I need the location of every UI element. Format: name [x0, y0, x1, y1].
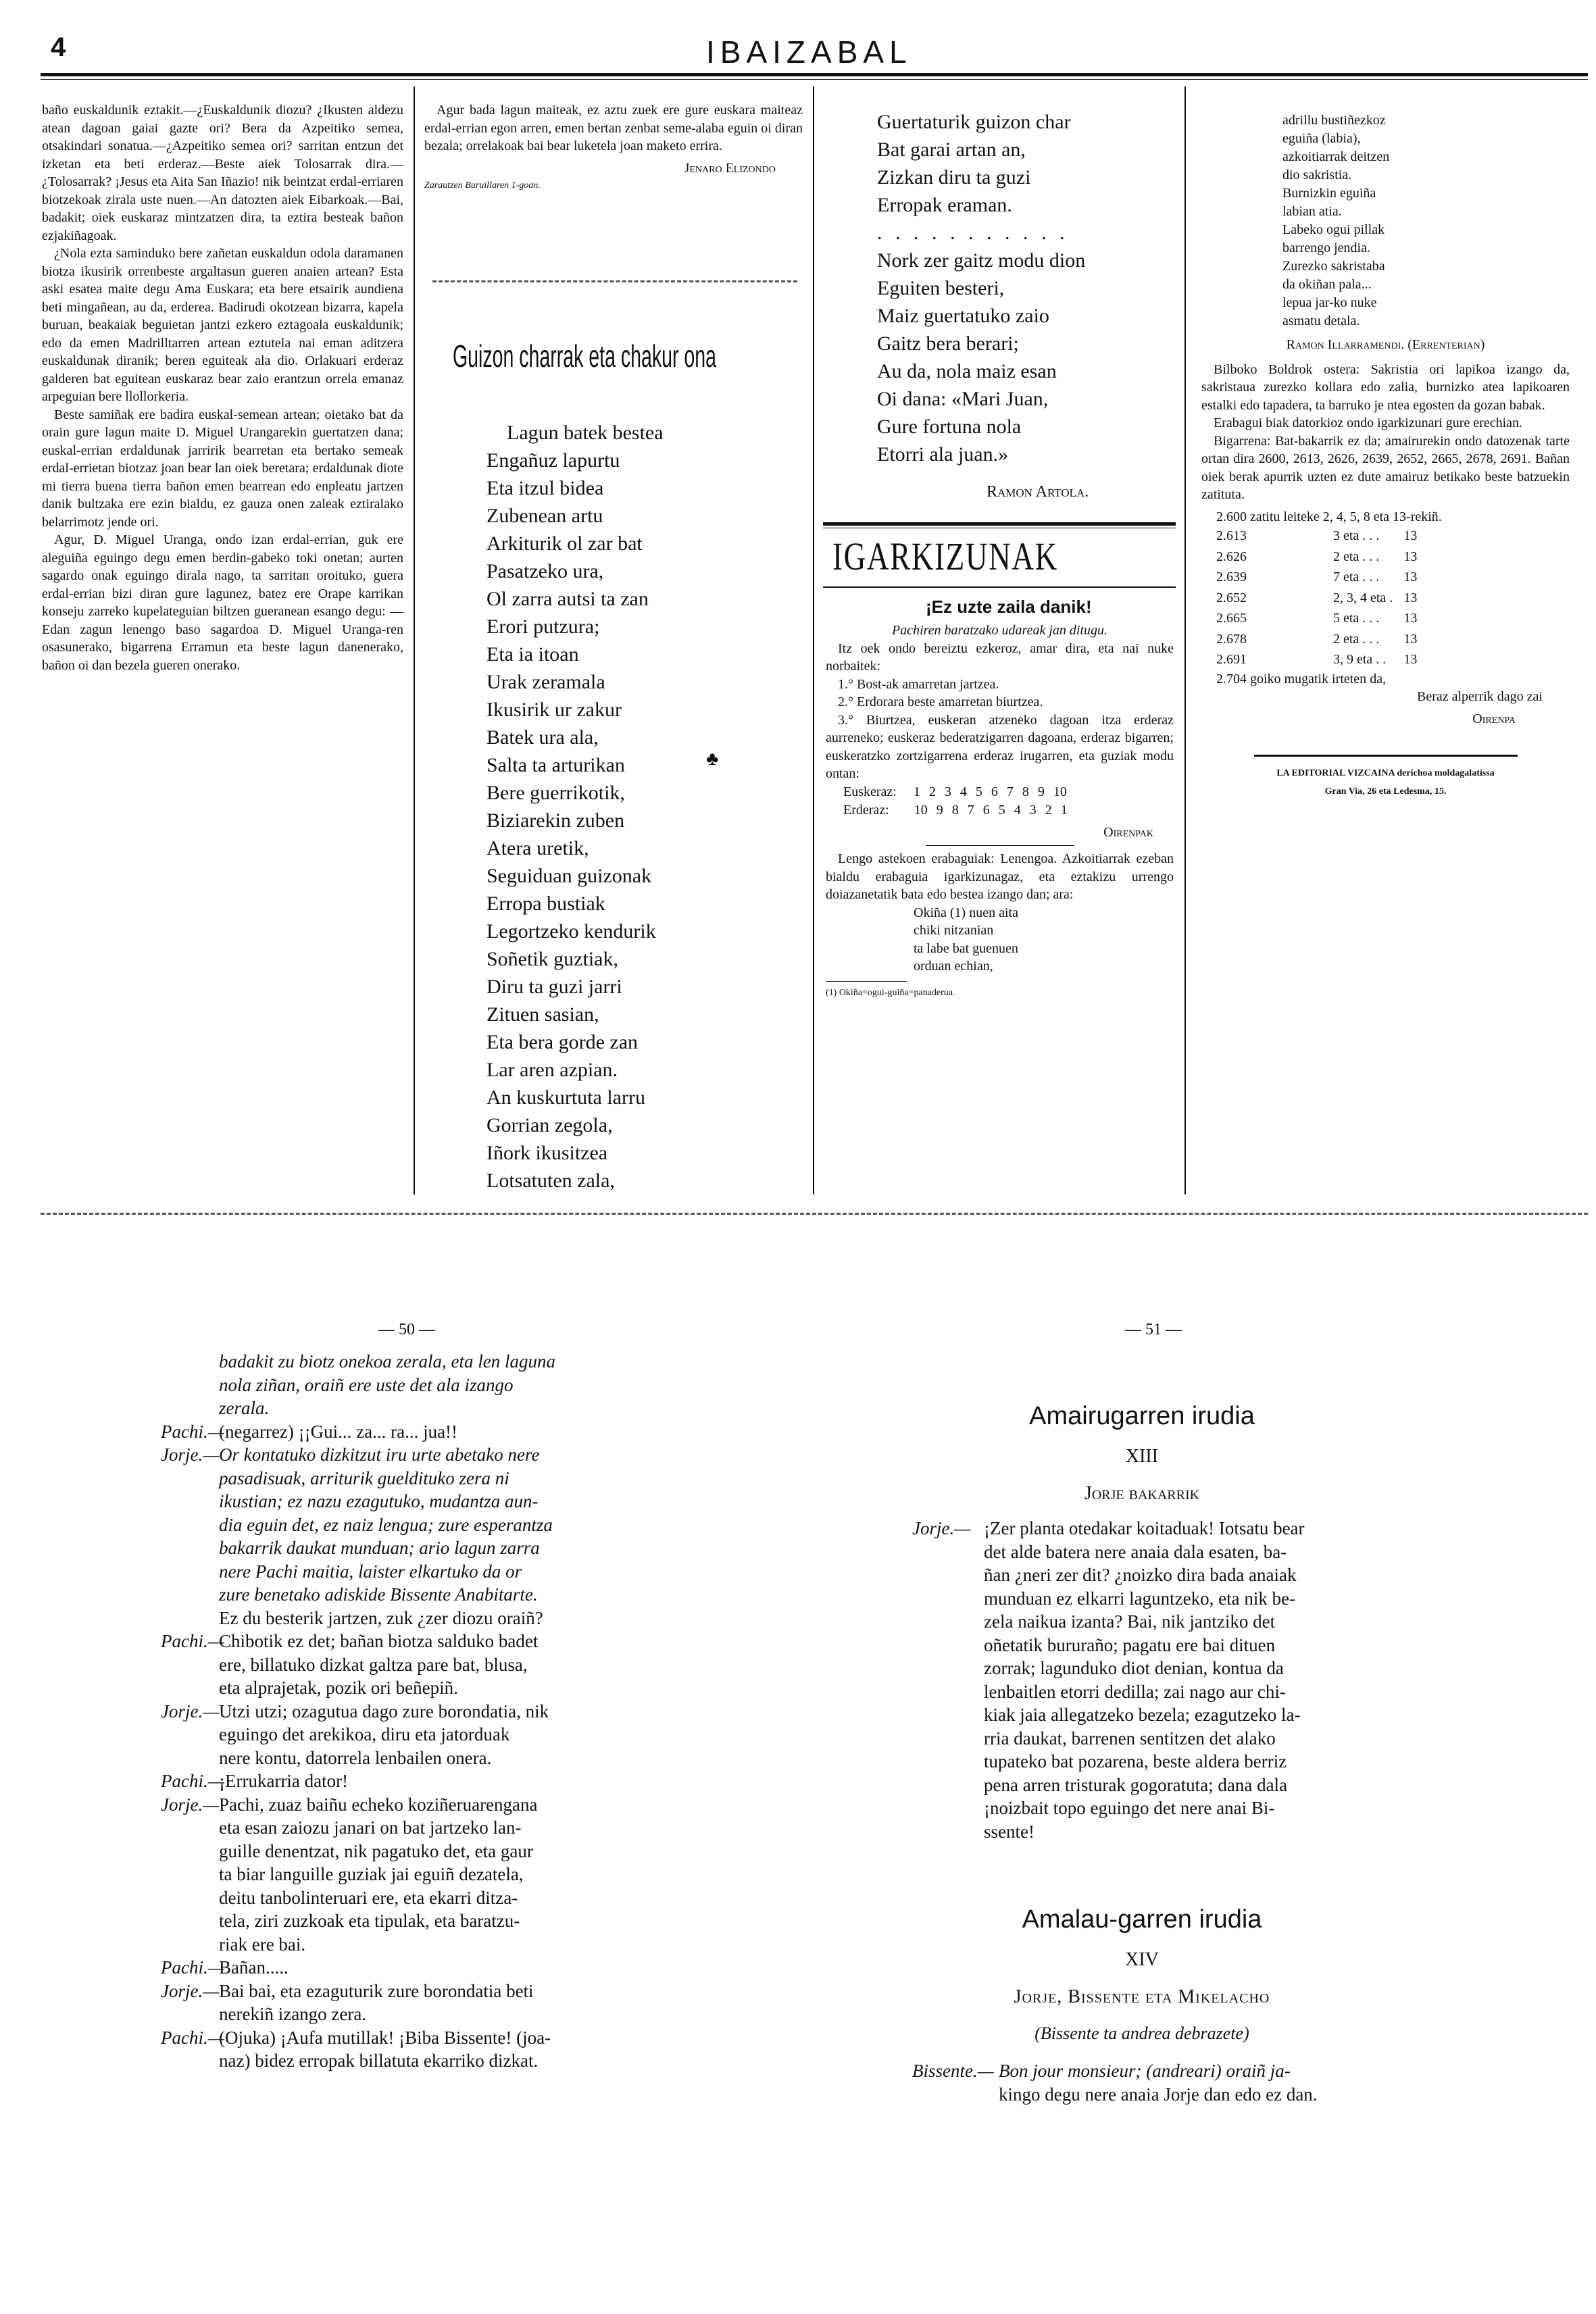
table-cell: 13 — [1403, 652, 1418, 667]
poem-line: Lar aren azpian. — [487, 1059, 618, 1081]
speaker: Pachi.— — [161, 1771, 224, 1791]
line-text: badakit zu biotz onekoa zerala, eta len laguna — [219, 1351, 555, 1372]
poem-line: Gaitz bera berari; — [877, 332, 1019, 355]
poem-line: Zituen sasian, — [487, 1003, 599, 1026]
verse-line: Zurezko sakristaba — [1282, 259, 1385, 274]
riddle-rule: 2.° Erdorara beste amarretan biurtzea. — [838, 695, 1043, 709]
poem-dots: . . . . . . . . . . . — [877, 222, 1069, 244]
left-page-number: — 50 — — [378, 1321, 435, 1338]
riddle-answer-intro: Lengo astekoen erabaguiak: Lenengoa. Azkoitiarrak ezeban bialdu erabaguia igarkizunagaz, eta eztakizu urrengo doiazanetatik bata edo bestea izango dan; ara: — [826, 851, 1174, 902]
poem-line: Nork zer gaitz modu dion — [877, 249, 1086, 272]
text-line — [161, 1840, 555, 1863]
left-page-text — [161, 1350, 555, 2073]
line-text: lenbaitlen etorri dedilla; zai nago aur chi- — [984, 1681, 1286, 1702]
poem-line: Biziarekin zuben — [487, 809, 625, 832]
line-text: kiak jaia allegatzeko bezela; ezagutzeko la- — [984, 1705, 1301, 1725]
division-line: Beraz alperrik dago zai — [1416, 689, 1543, 704]
divider — [1254, 755, 1518, 757]
poem-line: Eta bera gorde zan — [487, 1031, 639, 1053]
erderaz-row — [826, 801, 1174, 820]
text-line — [161, 1536, 555, 1560]
line-text: eta alprajetak, pozik ori beñepiñ. — [219, 1678, 458, 1698]
scene-cast: Jorje bakarrik — [1084, 1483, 1200, 1504]
speaker: Jorje.— — [161, 1794, 220, 1815]
euskeraz-values: 1 2 3 4 5 6 7 8 9 10 — [913, 784, 1067, 799]
footnote: (1) Okiña=ogui-guiña=panaderua. — [826, 987, 955, 998]
poem-title: Guizon charrak eta chakur ona — [453, 338, 716, 374]
poem-line: Salta ta arturikan — [487, 754, 625, 776]
verse-line: da okiñan pala... — [1282, 277, 1372, 292]
text-line — [912, 1680, 1305, 1704]
table-row — [1211, 588, 1422, 609]
signature: Ramon Illarramendi. (Errenterian) — [1286, 337, 1485, 352]
line-text: naz) bidez erropak billatuta ekarriko dizkat. — [219, 2051, 539, 2071]
text-line — [912, 1774, 1305, 1797]
poem-line: Urak zeramala — [487, 671, 605, 693]
table-cell: 13 — [1403, 570, 1418, 584]
text-line — [161, 1676, 555, 1700]
table-cell: 2.665 — [1216, 611, 1247, 626]
division-line: 2.600 zatitu leiteke 2, 4, 5, 8 eta 13-rekiñ. — [1216, 509, 1442, 524]
text-line — [161, 1723, 555, 1746]
section-rule — [823, 522, 1176, 526]
text-line — [161, 1560, 555, 1584]
text-line — [161, 1420, 555, 1444]
table-cell: 13 — [1403, 611, 1418, 626]
line-text: zure benetako adiskide Bissente Anabitarte. — [219, 1584, 538, 1605]
speaker: Pachi.— — [161, 2027, 224, 2048]
line-text: nola ziñan, oraiñ ere uste det ala izango — [219, 1374, 514, 1395]
scene-number: XIII — [1125, 1446, 1159, 1467]
line-text: guille denentzat, nik pagatuko det, eta gaur — [219, 1840, 533, 1861]
line-text: tupateko bat pozarena, beste aldera berriz — [984, 1751, 1287, 1771]
poem-line: Zubenean artu — [487, 505, 603, 527]
line-text: dia eguin det, ez naiz lengua; zure esperantza — [219, 1514, 553, 1535]
column-1 — [42, 101, 403, 674]
line-text: ¡noizbait topo eguingo det nere anai Bi- — [984, 1798, 1275, 1818]
signature: Jenaro Elizondo — [684, 160, 776, 176]
scene-title: Amairugarren irudia — [1029, 1402, 1255, 1430]
line-text: Bañan..... — [219, 1957, 289, 1978]
poem-line: Eta ia itoan — [487, 643, 579, 665]
verse-line: labian atia. — [1282, 204, 1342, 219]
line-text: det alde batera nere anaia dala esaten, ba- — [984, 1541, 1287, 1562]
column-separator — [414, 86, 415, 1194]
poem — [487, 419, 664, 1194]
line-text: pena arren tristurak gogoratuta; dana dala — [984, 1774, 1288, 1795]
line-text: deitu tanbolinteruari ere, eta ekarri ditza- — [219, 1887, 518, 1908]
text-line — [161, 1513, 555, 1537]
speaker: Pachi.— — [161, 1631, 224, 1651]
poem-line: Legortzeko kendurik — [487, 920, 656, 942]
signature: Oirenpak — [1103, 824, 1153, 840]
text-line — [912, 1610, 1305, 1634]
text-line — [161, 1700, 555, 1724]
poem-line: Guertaturik guizon char — [877, 111, 1071, 133]
scene-title: Amalau-garren irudia — [1022, 1905, 1262, 1934]
speaker: Jorje.— — [161, 1701, 220, 1721]
poem-line: Erropak eraman. — [877, 194, 1012, 216]
riddle-rule: 3.° Biurtzea, euskeran atzeneko dagoan itza erderaz aurreneko; euskeraz bederatzigarren dagoana, erderaz bigarren; euskeratzko zortzigarrena erderaz irugarren, eta guziak modu ontan: — [826, 712, 1174, 781]
scene-14-text — [912, 2059, 1318, 2106]
line-text: Bai bai, eta ezaguturik zure borondatia beti — [219, 1980, 534, 2001]
poem-line: Arkiturik ol zar bat — [487, 532, 643, 555]
text-line — [161, 2049, 555, 2073]
line-text: bakarrik daukat munduan; ario lagun zarra — [219, 1538, 540, 1558]
text-line — [161, 1909, 555, 1933]
line-text: tela, ziri zuzkoak eta tipulak, eta baratzu- — [219, 1911, 520, 1931]
table-cell: 3 eta . . . — [1333, 528, 1380, 543]
speaker: Jorje.— — [912, 1518, 971, 1538]
table-row — [1211, 547, 1422, 568]
text-line — [161, 2003, 555, 2026]
text-line — [161, 1933, 555, 1957]
table-cell: 3, 9 eta . . — [1333, 652, 1387, 667]
masthead: IBAIZABAL — [706, 34, 912, 70]
poem-line: Ikusirik ur zakur — [487, 699, 622, 721]
table-row — [1211, 567, 1422, 588]
line-text: eguingo det arekikoa, diru eta jatorduak — [219, 1724, 510, 1744]
signature: Ramon Artola. — [987, 483, 1089, 501]
text-line — [161, 1583, 555, 1607]
poem-line: Atera uretik, — [487, 837, 589, 859]
table-cell: 13 — [1403, 590, 1418, 605]
riddle-text: Itz oek ondo bereiztu ezkeroz, amar dira, eta nai nuke norbaitek: — [826, 640, 1174, 674]
text-line — [161, 1630, 555, 1653]
poem-line: Oi dana: «Mari Juan, — [877, 388, 1049, 410]
line-text: ssente! — [984, 1821, 1034, 1842]
text-line — [161, 1886, 555, 1910]
text-line — [912, 1563, 1305, 1587]
table-cell: 2.652 — [1216, 590, 1247, 605]
line-text: nerekiñ izango zera. — [219, 2004, 367, 2024]
answer-verse — [1201, 111, 1570, 330]
euskeraz-label: Euskeraz: — [843, 784, 897, 799]
riddle-heading: ¡Ez uzte zaila danik! — [926, 597, 1092, 617]
line-text: ta biar languille guziak jai eguiñ dezatela, — [219, 1864, 524, 1884]
table-cell: 13 — [1403, 528, 1418, 543]
column-2 — [424, 101, 803, 195]
scene-cast: Jorje, Bissente eta Mikelacho — [1014, 1986, 1270, 2007]
table-cell: 2, 3, 4 eta . — [1333, 590, 1393, 605]
text-line — [912, 1587, 1305, 1611]
poem-line: Batek ura ala, — [487, 726, 599, 749]
scene-number: XIV — [1125, 1949, 1159, 1970]
table-cell: 2 eta . . . — [1333, 549, 1380, 564]
line-text: riak ere bai. — [219, 1934, 306, 1955]
line-text: ñan ¿neri zer dit? ¿noizko dira bada anaiak — [984, 1565, 1297, 1585]
verse-line: Burnizkin eguiña — [1282, 186, 1376, 201]
line-text: Utzi utzi; ozagutua dago zure borondatia, nik — [219, 1701, 549, 1721]
divider — [926, 845, 1074, 846]
poem-line: Gure fortuna nola — [877, 416, 1022, 438]
poem-line: Iñork ikusitzea — [487, 1142, 608, 1164]
text-line — [912, 1796, 1305, 1820]
signature: Oirenpa — [1472, 711, 1516, 726]
page-number: 4 — [51, 32, 66, 62]
text-line — [161, 1769, 555, 1793]
dateline: Zarautzen Buruillaren 1-goan. — [424, 180, 541, 191]
footnote-rule — [826, 981, 907, 982]
text-line — [161, 1443, 555, 1467]
line-text: Pachi, zuaz baiñu echeko koziñeruarengana — [219, 1794, 538, 1815]
poem-line: Gorrian zegola, — [487, 1114, 613, 1136]
verse-line: orduan echian, — [914, 959, 993, 974]
article-paragraph: Agur bada lagun maiteak, ez aztu zuek ere gure euskara maiteaz erdal-errian egon arren, emen bertan zenbat seme-alaba eguin oi diran bezala; orrelakoak bai bear luketela joan maketo errira. — [424, 103, 803, 153]
speaker: Bissente.— — [912, 2061, 994, 2081]
article-paragraph: Erabagui biak datorkioz ondo igarkizunari gure erechian. — [1214, 416, 1523, 430]
poem-line: Ol zarra autsi ta zan — [487, 588, 649, 610]
article-paragraph: Agur, D. Miguel Uranga, ondo izan erdal-errian, guk ere aleguiña eguingo degu emen berdin-gabeko toki onetan; aurten sagardo onak eguingo dirala nago, ta sarritan oroituko, guera erdal-errian bizi diran gure lagunez, batez ere Orape karrikan konseju zarreko kupelateguian biltzen gueranean esango degu: — Edan zagun lenengo baso sagardoa D. Miguel Uranga-ren osasunerako, bigarrena Erramun eta beste lagun danenerako, bañon oi dan bezela gueren onerako. — [42, 532, 403, 673]
poem-continuation — [877, 108, 1085, 468]
text-line — [912, 1703, 1305, 1727]
verse-line: asmatu detala. — [1282, 313, 1360, 328]
poem-line: Zizkan diru ta guzi — [877, 166, 1031, 188]
table-row — [1211, 629, 1422, 650]
text-line — [912, 1820, 1305, 1844]
line-text: pasadisuak, arriturik gueldituko zera ni — [219, 1467, 509, 1488]
verse-line: Okiña (1) nuen aita — [914, 905, 1018, 920]
text-line — [161, 1350, 555, 1374]
masthead-rule-thin — [41, 79, 1588, 80]
line-text: Bon jour monsieur; (andreari) oraiñ ja- — [999, 2061, 1291, 2081]
speaker: Pachi.— — [161, 1421, 224, 1442]
erderaz-values: 10 9 8 7 6 5 4 3 2 1 — [914, 802, 1068, 818]
text-line — [161, 1746, 555, 1770]
line-text: Ez du besterik jartzen, zuk ¿zer diozu oraiñ? — [219, 1607, 543, 1628]
article-paragraph: Beste samiñak ere badira euskal-semean artean; oietako bat da orain gure lagun maite D. Miguel Urangarekin guertatzen dana; euskal-errian erdaldunak jarririk bearretan eta bertako semeak erdal-errietan biotzaz joan bear lan oiek beretara; erdaldunak diote mi tierra buena tierra bañon emen bearrean edo enpleatu jartzen danik bultzaka ere ezin bialdu, ez gauza onen zaleak eztiralako belarrimotz jende ori. — [42, 407, 403, 530]
right-page-number: — 51 — — [1125, 1321, 1182, 1338]
line-text: ¡Errukarria dator! — [219, 1771, 349, 1791]
text-line — [912, 2059, 1318, 2083]
article-paragraph: Bilboko Boldrok ostera: Sakristia ori lapikoa izango da, sakristaua zurezko kollara edo zalia, burnizko atea lapikoaren estalki edo tapadera, ta barruko je ntea egosten da gozan babak. — [1201, 361, 1570, 413]
text-line — [912, 1540, 1305, 1564]
text-line — [161, 1653, 555, 1677]
text-line — [161, 1863, 555, 1886]
line-text: oñetatik bururaño; pagatu ere bai dituen — [984, 1634, 1276, 1655]
masthead-rule — [41, 73, 1588, 76]
line-text: zorrak; lagunduko diot denian, kontua da — [984, 1658, 1284, 1678]
table-cell: 13 — [1403, 549, 1418, 564]
line-text: (Ojuka) ¡Aufa mutillak! ¡Biba Bissente! (joa- — [219, 2027, 551, 2048]
line-text: zela naikua izanta? Bai, nik jantziko det — [984, 1611, 1276, 1632]
text-line — [912, 1634, 1305, 1657]
poem-line: Au da, nola maiz esan — [877, 360, 1057, 382]
text-line — [161, 1793, 555, 1817]
ornament-icon: ♣ — [706, 749, 719, 770]
text-line — [912, 1727, 1305, 1751]
text-line — [161, 1816, 555, 1840]
speaker: Jorje.— — [161, 1980, 220, 2001]
printer-imprint: LA EDITORIAL VIZCAINA derichoa moldagalatissa — [1276, 768, 1495, 778]
section-title: IGARKIZUNAK — [832, 534, 1058, 578]
division-line: 2.704 goiko mugatik irteten da, — [1216, 671, 1387, 686]
column-4 — [1201, 111, 1570, 801]
euskeraz-row — [826, 783, 1174, 801]
table-cell: 2.639 — [1216, 570, 1247, 584]
text-line — [161, 1607, 555, 1630]
poem-line: Bere guerrikotik, — [487, 782, 625, 804]
verse-line: barrengo jendia. — [1282, 241, 1370, 255]
table-cell: 2 eta . . . — [1333, 631, 1380, 647]
speaker: Pachi.— — [161, 1957, 224, 1978]
table-cell: 7 eta . . . — [1333, 570, 1380, 584]
table-row — [1211, 649, 1422, 670]
table-cell: 2.626 — [1216, 549, 1247, 564]
poem-line: Seguiduan guizonak — [487, 865, 652, 887]
line-text: Chibotik ez det; bañan biotza salduko badet — [219, 1631, 539, 1651]
scene-13-text — [912, 1517, 1305, 1843]
text-line — [161, 1490, 555, 1513]
poem-line: Maiz guertatuko zaio — [877, 305, 1049, 327]
printer-address: Gran Via, 26 eta Ledesma, 15. — [1324, 786, 1447, 797]
table-cell: 2.691 — [1216, 652, 1247, 667]
table-cell: 2.613 — [1216, 528, 1247, 543]
table-row — [1211, 608, 1422, 629]
line-text: ere, billatuko dizkat galtza pare bat, blusa, — [219, 1654, 528, 1675]
division-table — [1211, 526, 1422, 670]
poem-line: Erori putzura; — [487, 615, 600, 638]
poem-line: Eguiten besteri, — [877, 277, 1005, 299]
text-line — [912, 1517, 1305, 1540]
text-line — [912, 1657, 1305, 1680]
line-text: eta esan zaiozu janari on bat jartzeko lan- — [219, 1817, 522, 1838]
article-paragraph: ¿Nola ezta saminduko bere zañetan euskaldun odola daramanen biotza ikusirik orrenbeste argaltasun gueren anaien artean? Esta aski esatea maite degu Ama Euskara; eta bere etsairik aundiena beti mingañean, au da, erderea. Badirudi okotzean bizarra, kapela buruan, beakaiak beguietan jantzi ezkero eztagoala euskaldunik; edo da emen Madrilltarren artean eztutela nai eman aditzera euskaldunak diranik; beren eguiteak ala dio. Orlakuari erderaz galderen bat eguitean euskaraz bear zaio erantzun orrela emanaz arpeguian bere llollorkeria. — [42, 246, 403, 404]
text-line — [161, 1374, 555, 1397]
verse-line: Labeko ogui pillak — [1282, 222, 1385, 237]
line-text: zerala. — [219, 1398, 270, 1418]
poem-line: Etorri ala juan.» — [877, 443, 1009, 466]
verse-line: azkoitiarrak deitzen — [1282, 149, 1390, 164]
speaker: Jorje.— — [161, 1444, 220, 1465]
verse-line: ta labe bat guenuen — [914, 940, 1018, 956]
line-text: Or kontatuko dizkitzut iru urte abetako nere — [219, 1444, 540, 1465]
verse-line: dio sakristia. — [1282, 168, 1352, 182]
verse-line: lepua jar-ko nuke — [1282, 295, 1377, 310]
line-text: munduan ez elkarri laguntzeko, eta nik be- — [984, 1588, 1296, 1609]
verse-line: chiki nitzanian — [914, 923, 994, 938]
table-cell: 13 — [1403, 631, 1418, 647]
table-cell: 2.678 — [1216, 631, 1247, 647]
table-cell: 5 eta . . . — [1333, 611, 1380, 626]
stage-direction: (Bissente ta andrea debrazete) — [1034, 2023, 1249, 2043]
column-separator — [1184, 86, 1186, 1194]
line-text: nere Pachi maitia, laister elkartuko da or — [219, 1561, 522, 1582]
text-line — [912, 2083, 1318, 2107]
erderaz-label: Erderaz: — [843, 802, 889, 818]
line-text: (negarrez) ¡¡Gui... za... ra... jua!! — [219, 1421, 458, 1442]
text-line — [161, 2026, 555, 2050]
riddle-subtitle: Pachiren baratzako udareak jan ditugu. — [891, 623, 1108, 638]
table-row — [1211, 526, 1422, 547]
column-separator — [813, 86, 814, 1194]
line-text: rria daukat, barrenen sentitzen det alako — [984, 1728, 1276, 1749]
poem-line: Bat garai artan an, — [877, 139, 1026, 161]
poem-line: Lagun batek bestea — [507, 422, 664, 444]
riddle-block — [826, 622, 1174, 1002]
article-paragraph: Bigarrena: Bat-bakarrik ez da; amairurekin ondo datozenak tarte ortan dira 2600, 2613, 2626, 2639, 2652, 2665, 2678, 2691. Bañan oiek berak apurrik uzten ez dute amairuz betikako beste batzuekin zatituta. — [1201, 433, 1570, 502]
page-divider — [41, 1213, 1588, 1215]
article-paragraph: baño euskaldunik eztakit.—¿Euskaldunik diozu? ¿Ikusten aldezu atean dagoan gaiai gazte ori? Bera da Azpeitiko semea, otsakindari sonatua.—¿Azpeitiko semea ori? sarritan entzun det izketan eta beti erderaz.—Beste aiek Tolosarrak dira.—¿Tolosarrak? ¡Jesus eta Aita San Iñazio! nik beintzat erdal-erriaren biotzekoak zirala uste nuen.—An datozten aiek Eibarkoak.—Bai, badakit; oiek euskaraz mintzatzen dira, ta eztira besteak bañon ezjakiñagoak. — [42, 103, 403, 243]
text-line — [161, 1467, 555, 1490]
poem-line: Soñetik guztiak, — [487, 948, 618, 970]
poem-line: Engañuz lapurtu — [487, 449, 620, 472]
poem-line: An kuskurtuta larru — [487, 1086, 645, 1109]
divider — [432, 280, 797, 282]
text-line — [161, 1980, 555, 2003]
verse-line: eguiña (labia), — [1282, 131, 1361, 146]
line-text: kingo degu nere anaia Jorje dan edo ez dan. — [999, 2084, 1318, 2105]
line-text: nere kontu, datorrela lenbailen onera. — [219, 1747, 492, 1768]
poem-line: Lotsatuten zala, — [487, 1169, 615, 1192]
section-rule — [823, 586, 1176, 588]
poem-line: Erropa bustiak — [487, 892, 605, 915]
line-text: ¡Zer planta otedakar koitaduak! Iotsatu bear — [984, 1518, 1305, 1538]
verse-line: adrillu bustiñezkoz — [1282, 113, 1386, 128]
line-text: ikustian; ez nazu ezagutuko, mudantza aun- — [219, 1491, 539, 1511]
text-line — [161, 1397, 555, 1420]
poem-line: Eta itzul bidea — [487, 477, 604, 499]
poem-line: Diru ta guzi jarri — [487, 976, 622, 998]
riddle-rule: 1.° Bost-ak amarretan jartzea. — [838, 676, 999, 692]
poem-line: Pasatzeko ura, — [487, 560, 604, 582]
text-line — [912, 1750, 1305, 1774]
text-line — [161, 1956, 555, 1980]
answer-verse — [826, 904, 1174, 976]
